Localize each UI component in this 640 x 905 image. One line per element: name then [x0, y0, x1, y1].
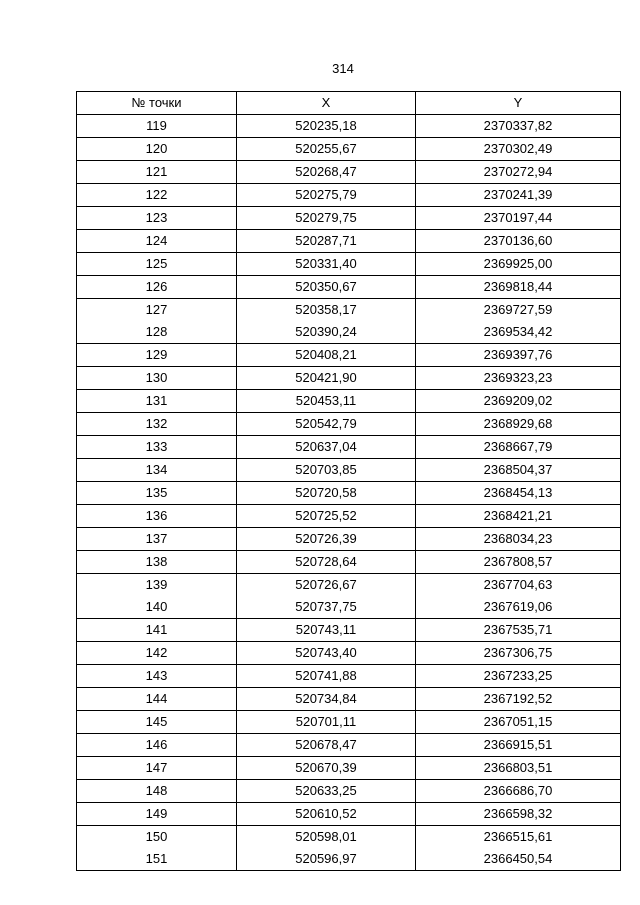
point-number-cell: 138 — [77, 551, 237, 574]
y-coordinate-cell: 2367233,25 — [416, 665, 621, 688]
point-number-cell: 122 — [77, 184, 237, 207]
x-coordinate-cell: 520633,25 — [237, 780, 416, 803]
table-row — [77, 642, 621, 665]
x-coordinate-cell: 520542,79 — [237, 413, 416, 436]
y-coordinate-cell: 2366450,54 — [416, 848, 621, 871]
table-row — [77, 780, 621, 803]
point-number-cell: 146 — [77, 734, 237, 757]
table-row — [77, 734, 621, 757]
table-row — [77, 551, 621, 574]
point-number-cell: 137 — [77, 528, 237, 551]
y-coordinate-cell: 2366686,70 — [416, 780, 621, 803]
x-coordinate-cell: 520268,47 — [237, 161, 416, 184]
point-number-cell: 148 — [77, 780, 237, 803]
y-coordinate-cell: 2369323,23 — [416, 367, 621, 390]
point-number-cell: 130 — [77, 367, 237, 390]
point-number-cell: 134 — [77, 459, 237, 482]
x-coordinate-cell: 520287,71 — [237, 230, 416, 253]
point-number-cell: 123 — [77, 207, 237, 230]
x-coordinate-cell: 520670,39 — [237, 757, 416, 780]
point-number-cell: 119 — [77, 115, 237, 138]
table-row — [77, 826, 621, 849]
table-row — [77, 344, 621, 367]
x-coordinate-cell: 520703,85 — [237, 459, 416, 482]
table-row — [77, 321, 621, 344]
point-number-cell: 125 — [77, 253, 237, 276]
x-coordinate-cell: 520279,75 — [237, 207, 416, 230]
x-coordinate-cell: 520637,04 — [237, 436, 416, 459]
y-coordinate-cell: 2366598,32 — [416, 803, 621, 826]
table-row — [77, 161, 621, 184]
y-coordinate-cell: 2368929,68 — [416, 413, 621, 436]
y-coordinate-cell: 2368667,79 — [416, 436, 621, 459]
point-number-cell: 126 — [77, 276, 237, 299]
x-coordinate-cell: 520678,47 — [237, 734, 416, 757]
y-coordinate-cell: 2367535,71 — [416, 619, 621, 642]
x-coordinate-cell: 520331,40 — [237, 253, 416, 276]
table-row — [77, 299, 621, 322]
table-row — [77, 619, 621, 642]
table-header-row — [77, 92, 621, 115]
point-number-cell: 120 — [77, 138, 237, 161]
table-row — [77, 459, 621, 482]
point-number-cell: 147 — [77, 757, 237, 780]
y-coordinate-cell: 2370241,39 — [416, 184, 621, 207]
table-row — [77, 207, 621, 230]
x-coordinate-cell: 520743,11 — [237, 619, 416, 642]
x-coordinate-cell: 520421,90 — [237, 367, 416, 390]
y-coordinate-cell: 2368034,23 — [416, 528, 621, 551]
point-number-cell: 142 — [77, 642, 237, 665]
table-row — [77, 665, 621, 688]
point-number-cell: 121 — [77, 161, 237, 184]
y-coordinate-cell: 2370272,94 — [416, 161, 621, 184]
table-row — [77, 711, 621, 734]
table-body — [77, 115, 621, 871]
y-coordinate-cell: 2370136,60 — [416, 230, 621, 253]
x-coordinate-cell: 520596,97 — [237, 848, 416, 871]
point-number-cell: 141 — [77, 619, 237, 642]
x-coordinate-cell: 520734,84 — [237, 688, 416, 711]
x-coordinate-cell: 520701,11 — [237, 711, 416, 734]
x-coordinate-cell: 520275,79 — [237, 184, 416, 207]
table-row — [77, 138, 621, 161]
table-row — [77, 803, 621, 826]
y-coordinate-cell: 2369209,02 — [416, 390, 621, 413]
y-coordinate-cell: 2367051,15 — [416, 711, 621, 734]
y-coordinate-cell: 2369397,76 — [416, 344, 621, 367]
x-coordinate-cell: 520453,11 — [237, 390, 416, 413]
y-coordinate-cell: 2368454,13 — [416, 482, 621, 505]
y-coordinate-cell: 2367192,52 — [416, 688, 621, 711]
y-coordinate-cell: 2369534,42 — [416, 321, 621, 344]
column-header-x: X — [237, 92, 416, 115]
x-coordinate-cell: 520725,52 — [237, 505, 416, 528]
point-number-cell: 143 — [77, 665, 237, 688]
x-coordinate-cell: 520728,64 — [237, 551, 416, 574]
x-coordinate-cell: 520726,67 — [237, 574, 416, 597]
table-row — [77, 253, 621, 276]
y-coordinate-cell: 2370302,49 — [416, 138, 621, 161]
table-row — [77, 505, 621, 528]
page-number: 314 — [332, 61, 354, 76]
table-row — [77, 848, 621, 871]
table-row — [77, 276, 621, 299]
x-coordinate-cell: 520408,21 — [237, 344, 416, 367]
x-coordinate-cell: 520255,67 — [237, 138, 416, 161]
y-coordinate-cell: 2368421,21 — [416, 505, 621, 528]
point-number-cell: 150 — [77, 826, 237, 849]
x-coordinate-cell: 520350,67 — [237, 276, 416, 299]
y-coordinate-cell: 2369925,00 — [416, 253, 621, 276]
x-coordinate-cell: 520610,52 — [237, 803, 416, 826]
x-coordinate-cell: 520737,75 — [237, 596, 416, 619]
table-row — [77, 596, 621, 619]
column-header-y: Y — [416, 92, 621, 115]
y-coordinate-cell: 2366515,61 — [416, 826, 621, 849]
y-coordinate-cell: 2369818,44 — [416, 276, 621, 299]
table-row — [77, 528, 621, 551]
point-number-cell: 144 — [77, 688, 237, 711]
table-row — [77, 115, 621, 138]
point-number-cell: 131 — [77, 390, 237, 413]
x-coordinate-cell: 520741,88 — [237, 665, 416, 688]
x-coordinate-cell: 520598,01 — [237, 826, 416, 849]
y-coordinate-cell: 2366915,51 — [416, 734, 621, 757]
point-number-cell: 133 — [77, 436, 237, 459]
point-number-cell: 132 — [77, 413, 237, 436]
point-number-cell: 145 — [77, 711, 237, 734]
table-row — [77, 367, 621, 390]
point-number-cell: 149 — [77, 803, 237, 826]
table-row — [77, 757, 621, 780]
column-header-point: № точки — [77, 92, 237, 115]
x-coordinate-cell: 520358,17 — [237, 299, 416, 322]
table-row — [77, 390, 621, 413]
table-row — [77, 413, 621, 436]
x-coordinate-cell: 520743,40 — [237, 642, 416, 665]
table-row — [77, 482, 621, 505]
y-coordinate-cell: 2366803,51 — [416, 757, 621, 780]
y-coordinate-cell: 2369727,59 — [416, 299, 621, 322]
x-coordinate-cell: 520390,24 — [237, 321, 416, 344]
y-coordinate-cell: 2367704,63 — [416, 574, 621, 597]
x-coordinate-cell: 520726,39 — [237, 528, 416, 551]
table-row — [77, 184, 621, 207]
point-number-cell: 139 — [77, 574, 237, 597]
table-row — [77, 436, 621, 459]
x-coordinate-cell: 520720,58 — [237, 482, 416, 505]
point-number-cell: 136 — [77, 505, 237, 528]
coordinates-table — [76, 91, 621, 871]
table-row — [77, 688, 621, 711]
y-coordinate-cell: 2367306,75 — [416, 642, 621, 665]
point-number-cell: 127 — [77, 299, 237, 322]
point-number-cell: 151 — [77, 848, 237, 871]
point-number-cell: 140 — [77, 596, 237, 619]
point-number-cell: 135 — [77, 482, 237, 505]
y-coordinate-cell: 2367619,06 — [416, 596, 621, 619]
y-coordinate-cell: 2367808,57 — [416, 551, 621, 574]
point-number-cell: 129 — [77, 344, 237, 367]
y-coordinate-cell: 2370337,82 — [416, 115, 621, 138]
x-coordinate-cell: 520235,18 — [237, 115, 416, 138]
y-coordinate-cell: 2370197,44 — [416, 207, 621, 230]
table-row — [77, 574, 621, 597]
point-number-cell: 124 — [77, 230, 237, 253]
table-row — [77, 230, 621, 253]
y-coordinate-cell: 2368504,37 — [416, 459, 621, 482]
point-number-cell: 128 — [77, 321, 237, 344]
